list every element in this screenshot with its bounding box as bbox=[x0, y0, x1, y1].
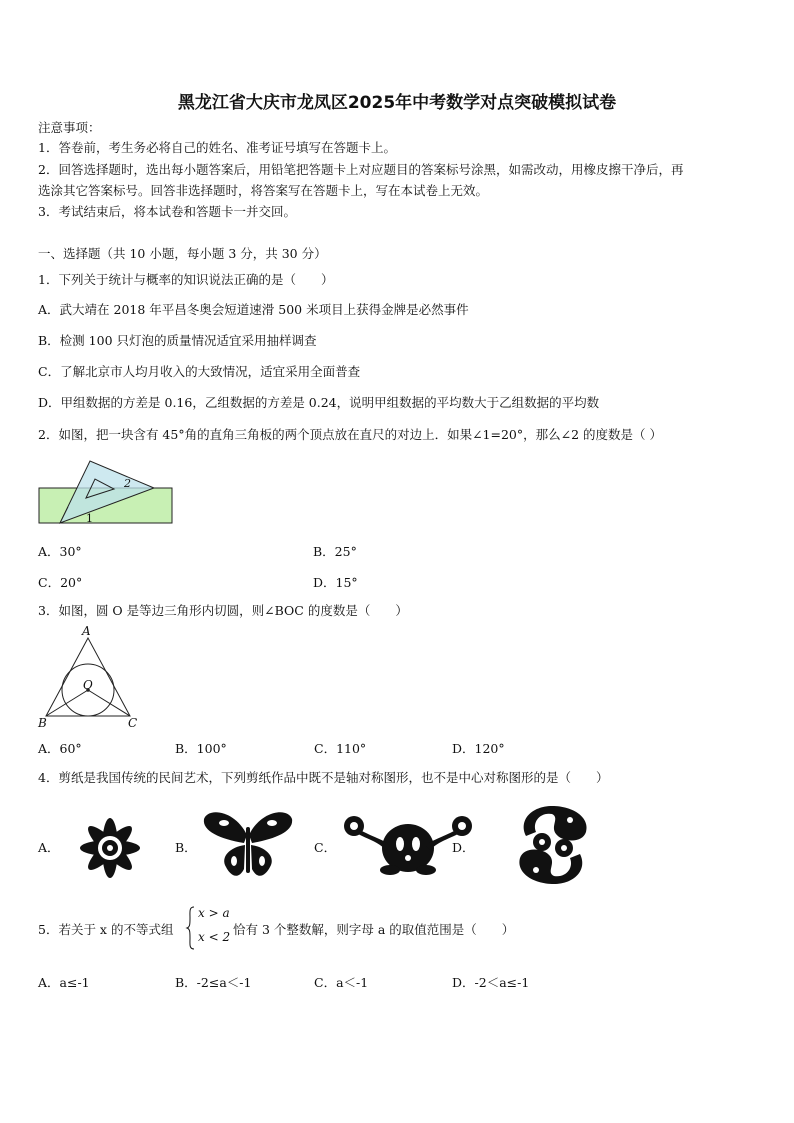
notice-item: 1．答卷前，考生务必将自己的姓名、准考证号填写在答题卡上。 bbox=[38, 140, 396, 155]
vertex-c-label: C bbox=[128, 716, 138, 730]
q3-option-a: A．60° bbox=[38, 741, 82, 756]
q5-option-b: B．-2≤a＜-1 bbox=[175, 975, 252, 990]
notice-item: 2．回答选择题时，选出每小题答案后，用铅笔把答题卡上对应题目的答案标号涂黑，如需改动，用橡皮擦干净后，再 bbox=[38, 162, 684, 177]
question-5-stem-before: 5．若关于 x 的不等式组 bbox=[38, 922, 174, 937]
q2-option-b: B．25° bbox=[313, 544, 357, 559]
notice-item: 3．考试结束后，将本试卷和答题卡一并交回。 bbox=[38, 204, 296, 219]
q2-option-c: C．20° bbox=[38, 575, 83, 590]
q5-option-a: A．a≤-1 bbox=[38, 975, 90, 990]
system-inequality-1: x > a bbox=[198, 906, 230, 920]
system-brace bbox=[186, 906, 196, 950]
q4-option-b: B． bbox=[175, 840, 197, 855]
q4-option-a: A． bbox=[38, 840, 60, 855]
system-inequality-2: x < 2 bbox=[198, 930, 231, 944]
q1-option-c: C．了解北京市人均月收入的大致情况，适宜采用全面普查 bbox=[38, 364, 361, 379]
ruler-triangle-figure bbox=[38, 458, 178, 526]
q1-option-a: A．武大靖在 2018 年平昌冬奥会短道速滑 500 米项目上获得金牌是必然事件 bbox=[38, 302, 469, 317]
flower-papercut-image bbox=[70, 810, 150, 886]
q5-option-c: C．a＜-1 bbox=[314, 975, 369, 990]
q2-option-d: D．15° bbox=[313, 575, 358, 590]
fish-papercut-image bbox=[512, 802, 594, 888]
center-o-label: O bbox=[83, 678, 93, 692]
q1-option-d: D．甲组数据的方差是 0.16，乙组数据的方差是 0.24，说明甲组数据的平均数大于乙组数据的平均数 bbox=[38, 395, 600, 410]
question-2-stem: 2．如图，把一块含有 45°角的直角三角板的两个顶点放在直尺的对边上．如果∠1=20°，那么∠2 的度数是（ ） bbox=[38, 427, 663, 442]
q3-option-d: D．120° bbox=[452, 741, 505, 756]
q3-option-c: C．110° bbox=[314, 741, 367, 756]
vertex-a-label: A bbox=[82, 624, 91, 638]
question-3-stem: 3．如图，圆 O 是等边三角形内切圆，则∠BOC 的度数是（ ） bbox=[38, 603, 408, 618]
q3-option-b: B．100° bbox=[175, 741, 227, 756]
section-heading: 一、选择题（共 10 小题，每小题 3 分，共 30 分） bbox=[38, 246, 327, 261]
question-4-stem: 4．剪纸是我国传统的民间艺术，下列剪纸作品中既不是轴对称图形，也不是中心对称图形的是（ ） bbox=[38, 770, 609, 785]
q5-option-d: D．-2＜a≤-1 bbox=[452, 975, 530, 990]
q4-option-c: C． bbox=[314, 840, 337, 855]
q2-option-a: A．30° bbox=[38, 544, 82, 559]
notice-item: 选涂其它答案标号。回答非选择题时，将答案写在答题卡上，写在本试卷上无效。 bbox=[38, 183, 489, 198]
page-title: 黑龙江省大庆市龙凤区2025年中考数学对点突破模拟试卷 bbox=[177, 93, 617, 113]
q4-option-d: D． bbox=[452, 840, 475, 855]
butterfly-papercut-image bbox=[200, 805, 296, 885]
question-5-stem-after: 恰有 3 个整数解，则字母 a 的取值范围是（ ） bbox=[233, 922, 515, 937]
vertex-b-label: B bbox=[38, 716, 47, 730]
q1-option-b: B．检测 100 只灯泡的质量情况适宜采用抽样调查 bbox=[38, 333, 317, 348]
notice-heading: 注意事项： bbox=[38, 120, 101, 135]
angle-1-label: 1 bbox=[86, 512, 93, 525]
angle-2-label: 2 bbox=[124, 477, 131, 490]
question-1-stem: 1．下列关于统计与概率的知识说法正确的是（ ） bbox=[38, 272, 334, 287]
